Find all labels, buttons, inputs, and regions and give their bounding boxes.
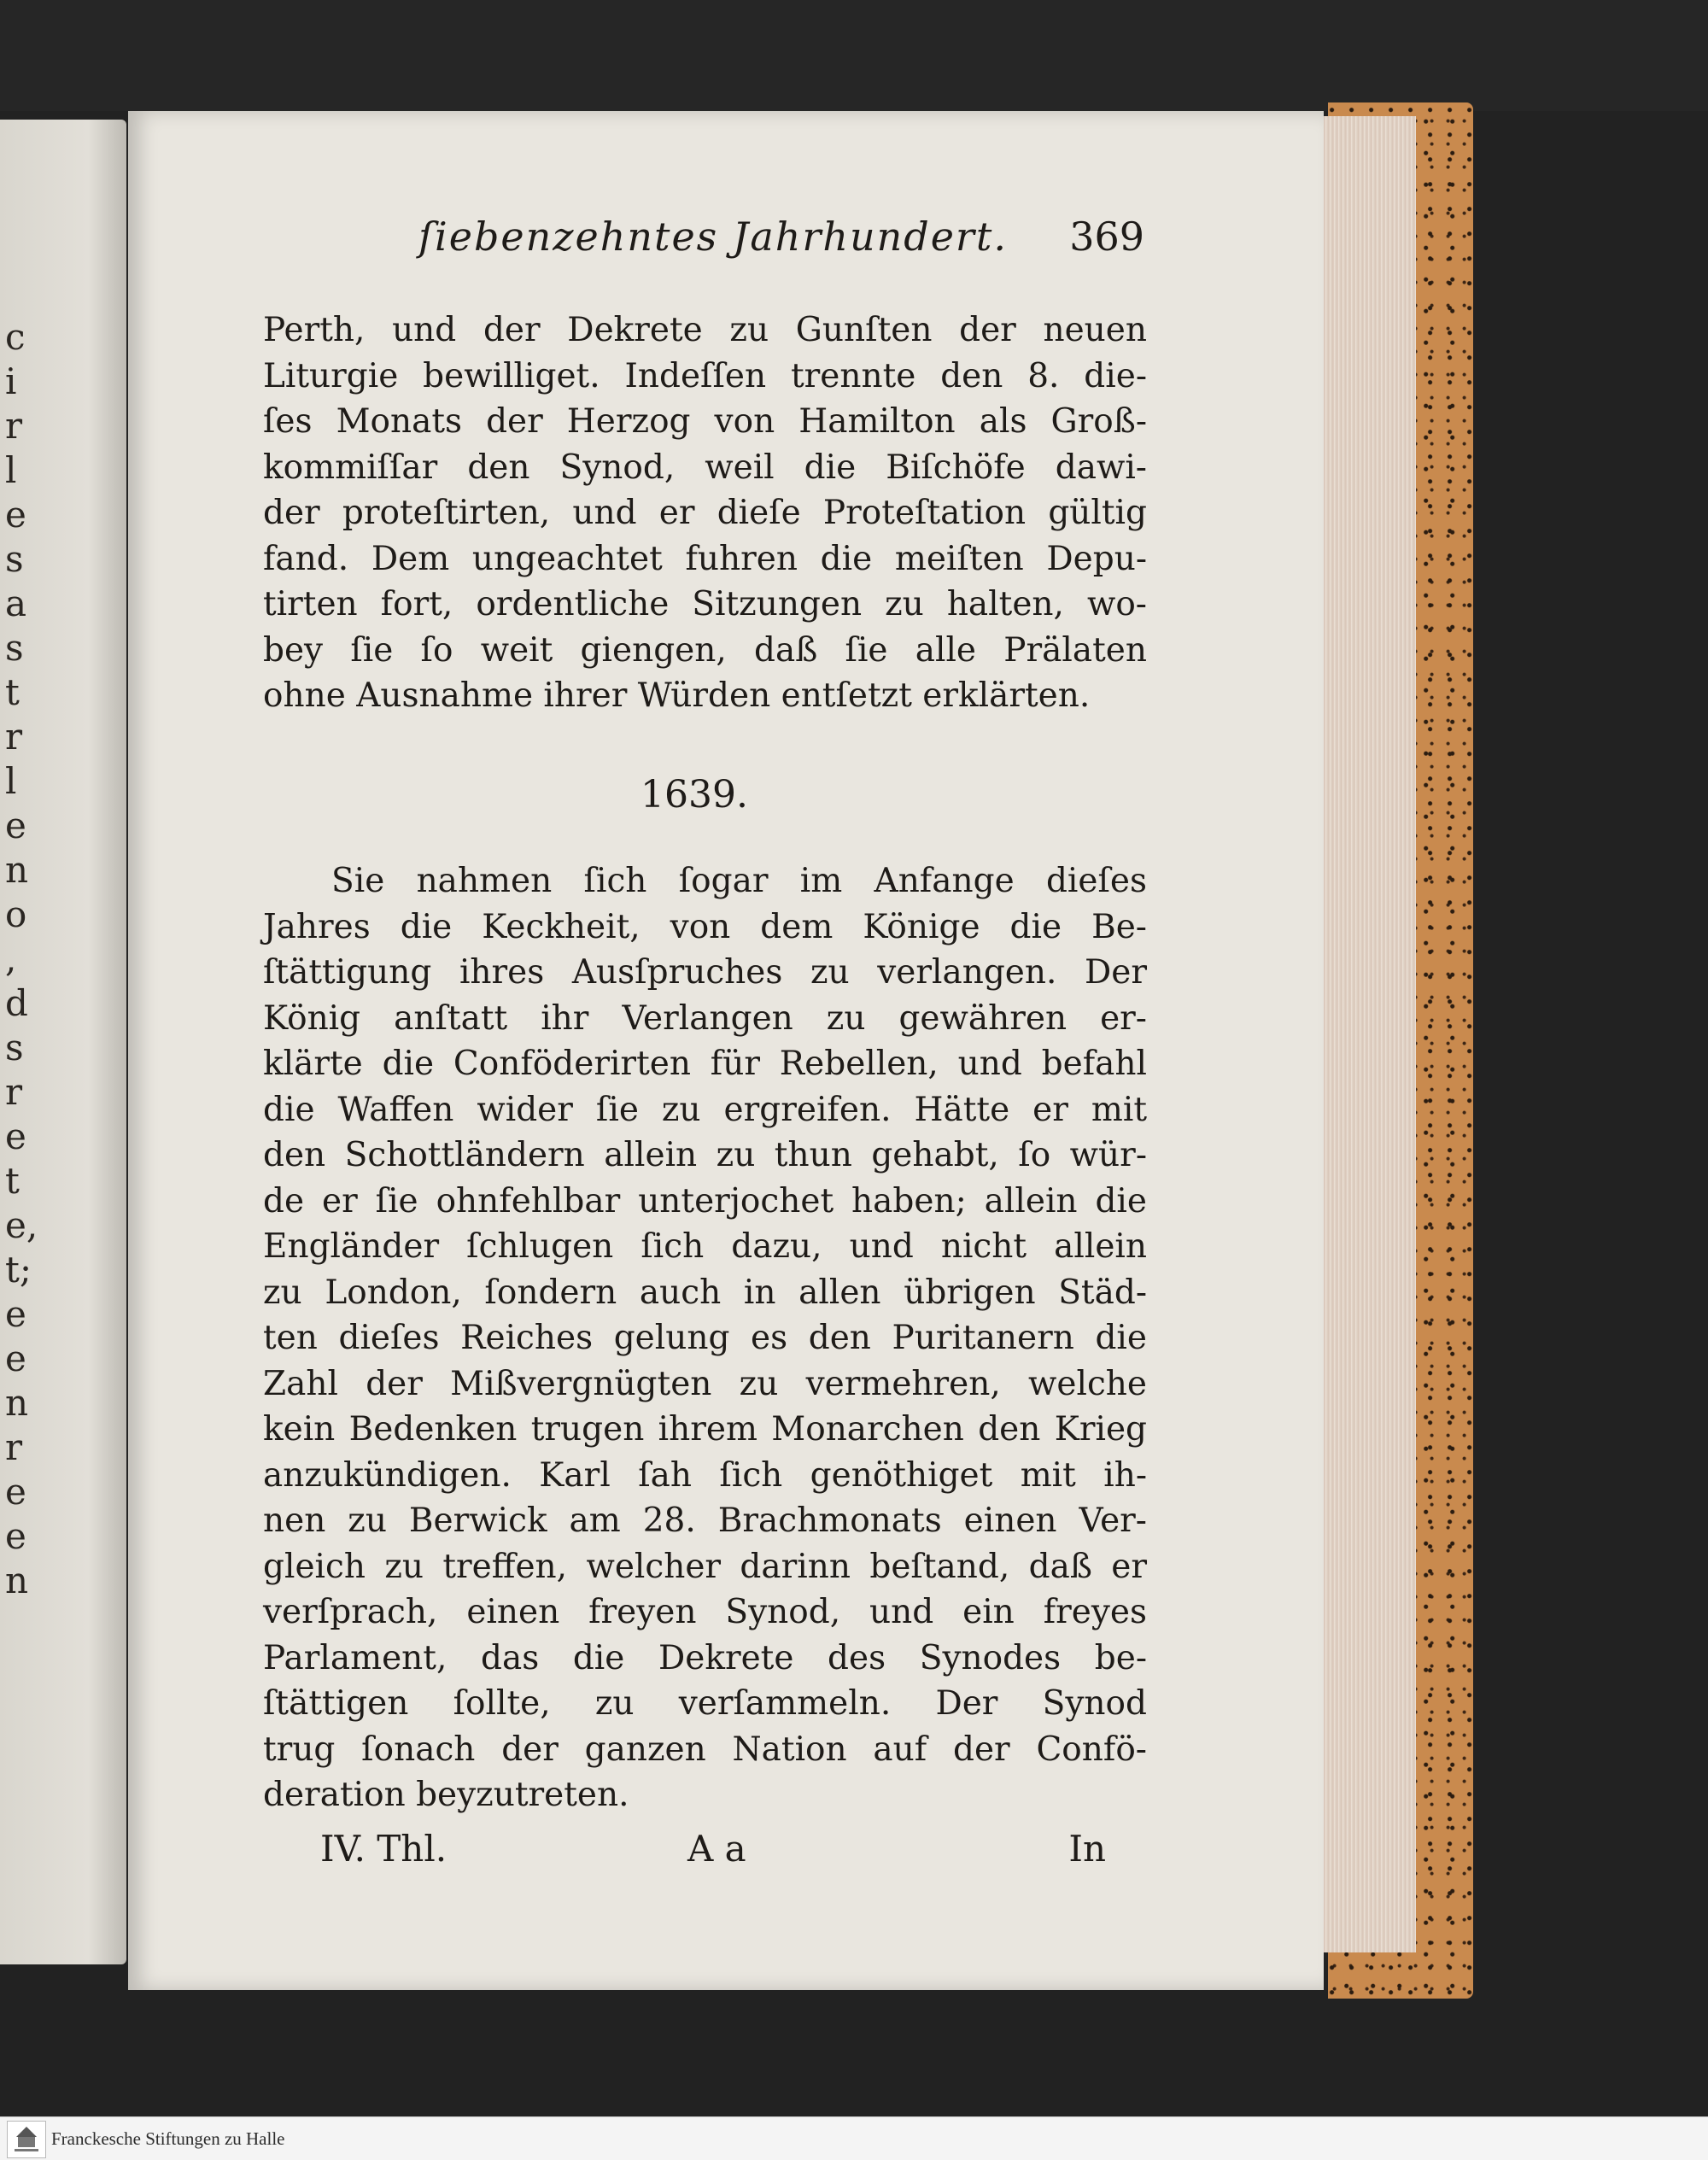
volume-signature: IV. Thl. (320, 1828, 447, 1870)
left-edge-char: e (5, 1338, 26, 1379)
left-edge-char: r (5, 1071, 23, 1113)
text-line: kommiſſar den Synod, weil die Biſchöfe dawi- (263, 448, 1147, 487)
text-line: Jahres die Keckheit, von dem Könige die Be- (263, 907, 1147, 946)
text-line: verſprach, einen freyen Synod, und ein freyes (263, 1593, 1147, 1631)
text-line: Engländer ſchlugen ſich dazu, und nicht allein (263, 1227, 1147, 1266)
page-number: 369 (1069, 214, 1144, 260)
text-line: Parlament, das die Dekrete des Synodes be- (263, 1638, 1147, 1677)
left-edge-char: t (5, 1160, 20, 1202)
header-title: ſiebenzehntes Jahrhundert. (418, 214, 1009, 260)
left-edge-char: e, (5, 1204, 38, 1246)
year-heading: 1639. (640, 773, 748, 817)
text-line: König anſtatt ihr Verlangen zu gewähren er- (263, 998, 1147, 1038)
text-line: anzukündigen. Karl ſah ſich genöthiget mit ih- (263, 1455, 1147, 1495)
left-edge-char: , (5, 938, 17, 980)
left-page-edge-text (0, 120, 51, 1964)
text-line: ten dieſes Reiches gelung es den Puritanern die (263, 1319, 1147, 1357)
left-edge-char: n (5, 849, 29, 891)
left-edge-char: t; (5, 1249, 32, 1291)
text-line: die Waffen wider ſie zu ergreifen. Hätte er mit (263, 1090, 1147, 1129)
left-page (0, 120, 126, 1964)
text-line: Sie nahmen ſich ſogar im Anfange dieſes (331, 862, 1147, 900)
page-footer (320, 1828, 1106, 1879)
left-edge-char: t (5, 671, 20, 713)
paragraph-2 (263, 858, 1147, 1818)
left-edge-char: e (5, 805, 26, 846)
page-edges (1322, 116, 1416, 1952)
text-line: fand. Dem ungeachtet fuhren die meiſten Depu- (263, 539, 1147, 578)
text-line: ohne Ausnahme ihrer Würden entſetzt erklärten. (263, 676, 1091, 715)
paragraph-1 (263, 307, 1147, 719)
text-line: trug ſonach der ganzen Nation auf der Confö- (263, 1730, 1147, 1769)
left-edge-char: i (5, 360, 17, 402)
left-edge-char: d (5, 982, 28, 1024)
text-line: ſtättigen ſollte, zu verſammeln. Der Synod (263, 1684, 1147, 1723)
left-edge-char: e (5, 1471, 26, 1513)
text-line: bey ſie ſo weit giengen, daß ſie alle Prälaten (263, 630, 1147, 670)
text-line: tirten fort, ordentliche Sitzungen zu halten, wo- (263, 585, 1147, 623)
status-bar (0, 2116, 1708, 2160)
text-line: der proteſtirten, und er dieſe Proteſtation gültig (263, 494, 1147, 532)
left-edge-char: s (5, 627, 24, 669)
text-line: ſtättigung ihres Ausſpruches zu verlangen. Der (263, 953, 1147, 992)
text-line: Perth, und der Dekrete zu Gunſten der neuen (263, 311, 1147, 349)
left-edge-char: r (5, 1426, 23, 1468)
catchword: In (1068, 1828, 1106, 1870)
text-line: kein Bedenken trugen ihrem Monarchen den Krieg (263, 1410, 1147, 1449)
running-header (282, 214, 1144, 273)
left-edge-char: c (5, 316, 26, 358)
left-edge-char: s (5, 1027, 24, 1068)
left-edge-char: e (5, 1293, 26, 1335)
left-edge-char: n (5, 1382, 29, 1424)
foundation-logo-icon (7, 2121, 46, 2158)
left-edge-char: l (5, 449, 17, 491)
left-edge-char: r (5, 716, 23, 758)
text-line: klärte die Conföderirten für Rebellen, und befahl (263, 1045, 1147, 1083)
left-edge-char: e (5, 1515, 26, 1557)
text-line: ſes Monats der Herzog von Hamilton als Groß- (263, 402, 1147, 441)
left-edge-char: n (5, 1560, 29, 1601)
text-line: deration beyzutreten. (263, 1776, 629, 1814)
text-line: Liturgie bewilliget. Indeſſen trennte den 8. die- (263, 356, 1147, 395)
left-edge-char: a (5, 582, 27, 624)
gathering-signature: A a (687, 1828, 746, 1870)
text-line: zu London, ſondern auch in allen übrigen Städ- (263, 1273, 1147, 1312)
left-edge-char: e (5, 494, 26, 536)
left-edge-char: r (5, 405, 23, 447)
backdrop (0, 0, 1708, 111)
left-edge-char: o (5, 893, 27, 935)
left-edge-char: s (5, 538, 24, 580)
text-line: nen zu Berwick am 28. Brachmonats einen Ver- (263, 1501, 1147, 1540)
text-line: den Schottländern allein zu thun gehabt, ſo wür- (263, 1136, 1147, 1174)
left-edge-char: l (5, 760, 17, 802)
text-line: de er ſie ohnfehlbar unterjochet haben; allein die (263, 1181, 1147, 1220)
left-edge-char: e (5, 1115, 26, 1157)
text-line: gleich zu treffen, welcher darinn beſtand, daß er (263, 1547, 1147, 1586)
institution-label: Franckesche Stiftungen zu Halle (51, 2128, 285, 2149)
text-line: Zahl der Mißvergnügten zu vermehren, welche (263, 1364, 1147, 1403)
